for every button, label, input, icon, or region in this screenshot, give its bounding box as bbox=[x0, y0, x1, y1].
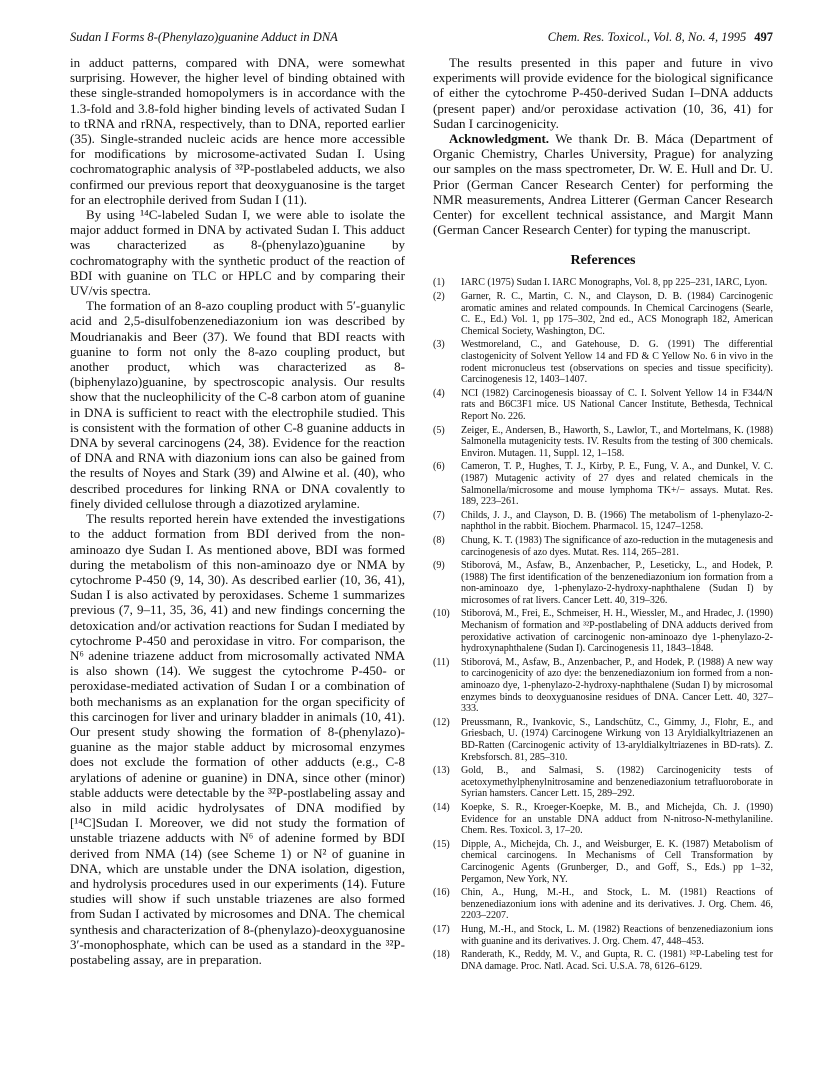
reference-number: (13) bbox=[433, 765, 450, 777]
reference-number: (3) bbox=[433, 339, 445, 351]
running-head bbox=[70, 30, 773, 46]
reference-text: Chin, A., Hung, M.-H., and Stock, L. M. (1981) Reactions of benzenediazonium ions with adenine and its derivatives. J. Org. Chem. 46, 2203–2207. bbox=[461, 887, 773, 922]
reference-text: Cameron, T. P., Hughes, T. J., Kirby, P. E., Fung, V. A., and Dunkel, V. C. (1987) Mutagenic activity of 27 dyes and related chemicals in the Salmonella/microsome and mouse lymphoma TK+/− assays. Mutat. Res. 189, 223–261. bbox=[461, 461, 773, 508]
body-paragraph: The results reported herein have extended the investigations to the adduct formation from BDI derived from the non-aminoazo dye Sudan I. As mentioned above, BDI was formed during the metabolism of this non-aminoazo dye or NMA by cytochrome P-450 (9, 14, 30). As described earlier (10, 36, 41), Sudan I is also activated by peroxidases. Scheme 1 summarizes previous (7, 9–11, 35, 36, 41) and new findings concerning the detoxication and/or activation reactions for Sudan I mediated by cytochrome P-450 and peroxidase in vitro. For comparison, the N⁶ adenine triazene adduct from microsomally activated NMA is also shown (14). We suggest the cytochrome P-450- or peroxidase-mediated activation of Sudan I or a combination of both mechanisms as an explanation for the organ specificity of this carcinogen for liver and urinary bladder in animals (10, 41). Our present study showing the formation of 8-(phenylazo)-guanine as the major stable adduct by microsomal enzymes does not exclude the formation of other adducts (e.g., C-8 arylations of adenine or guanine) in DNA, since other (minor) stable adducts were detectable by the ³²P-postlabeling assay and also in mild acidic hydrolysates of DNA modified by [¹⁴C]Sudan I. Moreover, we did not study the formation of unstable triazene adducts with N⁶ of adenine formed by BDI derived from NMA (14) (see Scheme 1) or N² of guanine in DNA, which are unstable under the DNA isolation, digestion, and hydrolysis procedures used in our experiments (14). Future studies will show if such unstable triazenes are also formed from Sudan I activated by microsomes and DNA. The chemical synthesis and characterization of 8-(phenylazo)-deoxyguanosine 3′-monophosphate, which can be used as a standard in the ³²P-postabeling assay, are in preparation. bbox=[70, 511, 405, 967]
reference-item bbox=[433, 949, 773, 972]
reference-number: (7) bbox=[433, 509, 445, 521]
reference-item bbox=[433, 802, 773, 837]
acknowledgment-heading: Acknowledgment. bbox=[449, 131, 550, 147]
reference-number: (2) bbox=[433, 291, 445, 303]
reference-number: (12) bbox=[433, 716, 450, 728]
reference-item bbox=[433, 277, 773, 289]
reference-text: Childs, J. J., and Clayson, D. B. (1966) The metabolism of 1-phenylazo-2-naphthol in the rabbit. Biochem. Pharmacol. 15, 1247–1258. bbox=[461, 509, 773, 533]
reference-number: (4) bbox=[433, 387, 445, 399]
reference-list bbox=[433, 277, 773, 972]
reference-number: (9) bbox=[433, 560, 445, 572]
reference-item bbox=[433, 839, 773, 885]
reference-text: Chung, K. T. (1983) The significance of azo-reduction in the mutagenesis and carcinogenesis of azo dyes. Mutat. Res. 114, 265–281. bbox=[461, 534, 773, 558]
reference-text: Preussmann, R., Ivankovic, S., Landschütz, C., Gimmy, J., Flohr, E., and Griesbach, U. (1974) Carcinogene Wirkung von 13 Aryldialkyltriazenen an BD-Ratten (Carcinogenic activity of 13-aryldialkyltriazenes in BD-rats). Z. Krebsforsch. 81, 285–310. bbox=[461, 716, 773, 763]
reference-item bbox=[433, 765, 773, 800]
reference-text: IARC (1975) Sudan I. IARC Monographs, Vol. 8, pp 225–231, IARC, Lyon. bbox=[461, 277, 768, 289]
reference-text: Hung, M.-H., and Stock, L. M. (1982) Reactions of benzenediazonium ions with guanine and its derivatives. J. Org. Chem. 47, 448–453. bbox=[461, 923, 773, 947]
reference-number: (11) bbox=[433, 656, 450, 668]
reference-number: (14) bbox=[433, 801, 450, 813]
reference-number: (1) bbox=[433, 277, 445, 289]
reference-item bbox=[433, 924, 773, 947]
reference-text: Stiborová, M., Asfaw, B., Anzenbacher, P., and Hodek, P. (1988) A new way to carcinogenicity of azo dye: the benzenediazonium ion formed from a non-aminoazo dye, 1-phenylazo-2-hydroxy-naphthalene (Sudan I) by microsomal enzymes binds to deoxyguanosine residues of DNA. Cancer Lett. 40, 327–333. bbox=[461, 656, 773, 715]
page-number: 497 bbox=[754, 30, 773, 44]
reference-text: Garner, R. C., Martin, C. N., and Clayson, D. B. (1984) Carcinogenic aromatic amines and related compounds. In Chemical Carcinogens (Searle, C. E., Ed.) Vol. 1, pp 175–302, 2nd ed., ACS Monograph 182, American Chemical Society, Washington, DC. bbox=[461, 291, 773, 337]
reference-text: Gold, B., and Salmasi, S. (1982) Carcinogenicity tests of acetoxymethylphenylnitrosamine and benzenediazonium tetrafluoroborate in Syrian hamsters. Cancer Lett. 15, 289–292. bbox=[461, 765, 773, 800]
reference-text: Randerath, K., Reddy, M. V., and Gupta, R. C. (1981) ³²P-Labeling test for DNA damage. Proc. Natl. Acad. Sci. U.S.A. 78, 6126–6129. bbox=[461, 949, 773, 972]
reference-number: (10) bbox=[433, 608, 450, 620]
reference-number: (8) bbox=[433, 534, 445, 546]
left-column bbox=[70, 55, 405, 967]
reference-item bbox=[433, 887, 773, 922]
reference-item bbox=[433, 535, 773, 558]
reference-number: (6) bbox=[433, 461, 445, 473]
reference-item bbox=[433, 425, 773, 460]
reference-number: (18) bbox=[433, 949, 450, 961]
right-column bbox=[433, 55, 773, 974]
reference-item bbox=[433, 560, 773, 606]
reference-item bbox=[433, 388, 773, 423]
journal-volume: Chem. Res. Toxicol., Vol. 8, No. 4, 1995 bbox=[547, 30, 747, 44]
journal-citation bbox=[548, 30, 773, 45]
reference-item bbox=[433, 510, 773, 533]
reference-item bbox=[433, 608, 773, 654]
body-paragraph: in adduct patterns, compared with DNA, were somewhat surprising. However, the higher level of binding obtained with these single-stranded homopolymers is in accordance with the 1.3-fold and 3.8-fold higher binding levels of activated Sudan I to tRNA and rRNA, respectively, than to DNA, reported earlier (35). Single-stranded nucleic acids are hence more accessible for modifications by microsome-activated Sudan I. Using cochromatographic analysis of ³²P-postlabeled adducts, we also confirmed our previous report that deoxyguanosine is the target for an electrophile derived from Sudan I (11). bbox=[70, 55, 405, 207]
reference-item bbox=[433, 657, 773, 715]
reference-text: Stiborová, M., Frei, E., Schmeiser, H. H., Wiessler, M., and Hradec, J. (1990) Mechanism of formation and ³²P-postlabeling of DNA adducts derived from peroxidative activation of carcinogenic non-aminoazo dye 1-phenylazo-2-hydroxynaphthalene (Sudan I). Carcinogenesis 11, 1843–1848. bbox=[461, 608, 773, 655]
reference-item bbox=[433, 291, 773, 337]
reference-text: Westmoreland, C., and Gatehouse, D. G. (1991) The differential clastogenicity of Solvent Yellow 14 and FD & C Yellow No. 6 in vivo in the rodent micronucleus test (observations on species and tissue specificity). Carcinogenesis 12, 1403–1407. bbox=[461, 339, 773, 386]
reference-item bbox=[433, 717, 773, 763]
references-heading: References bbox=[570, 253, 636, 269]
reference-number: (17) bbox=[433, 923, 450, 935]
reference-item bbox=[433, 461, 773, 507]
reference-item bbox=[433, 339, 773, 385]
running-title: Sudan I Forms 8-(Phenylazo)guanine Adduct in DNA bbox=[70, 30, 338, 44]
acknowledgment-paragraph bbox=[433, 131, 773, 237]
reference-text: Dipple, A., Michejda, Ch. J., and Weisburger, E. K. (1987) Metabolism of chemical carcinogens. In Mechanisms of Cell Transformation by Carcinogenic Agents (Grunberger, D., and Goff, S., Eds.) pp 1–32, Pergamon, New York, NY. bbox=[461, 838, 773, 885]
reference-text: Stiborová, M., Asfaw, B., Anzenbacher, P., Leseticky, L., and Hodek, P. (1988) The first identification of the benzenediazonium ion formation from a non-aminoazo dye, 1-phenylazo-2-hydroxy-naphthalene (Sudan I) by microsomes of rat livers. Cancer Lett. 40, 319–326. bbox=[461, 560, 773, 606]
body-paragraph: By using ¹⁴C-labeled Sudan I, we were able to isolate the major adduct formed in DNA by activated Sudan I. This adduct was characterized as 8-(phenylazo)guanine by cochromatography with the synthetic product of the reaction of BDI with guanine on TLC or HPLC and by comparing their UV/vis spectra. bbox=[70, 207, 405, 299]
reference-number: (16) bbox=[433, 887, 450, 899]
reference-number: (5) bbox=[433, 424, 445, 436]
reference-text: NCI (1982) Carcinogenesis bioassay of C. I. Solvent Yellow 14 in F344/N rats and B6C3F1 mice. US National Cancer Institute, Bethesda, Technical Report No. 226. bbox=[461, 387, 773, 422]
conclusion-paragraph: The results presented in this paper and future in vivo experiments will provide evidence for the biological significance of either the cytochrome P-450-derived Sudan I–DNA adducts (present paper) and/or peroxidase activation (10, 36, 41) for Sudan I carcinogenicity. bbox=[433, 55, 773, 131]
reference-text: Koepke, S. R., Kroeger-Koepke, M. B., and Michejda, Ch. J. (1990) Evidence for an unstable DNA adduct from N-nitroso-N-methylaniline. Chem. Res. Toxicol. 3, 17–20. bbox=[461, 801, 773, 837]
reference-number: (15) bbox=[433, 838, 450, 850]
body-paragraph: The formation of an 8-azo coupling product with 5′-guanylic acid and 2,5-disulfobenzenediazonium ion was described by Moudrianakis and Beer (37). We found that BDI reacts with guanine to form not only the 8-azo coupling product, but another product, which was characterized as 8-(biphenylazo)guanine, by spectroscopic analysis. Our results show that the nucleophilicity of the C-8 carbon atom of guanine in DNA is sufficient to react with the electrophile studied. This is consistent with the formation of other C-8 guanine adducts in DNA by several carcinogens (24, 38). Evidence for the reaction of DNA and RNA with diazonium ions can also be gained from the results of Noyes and Stark (39) and Alwine et al. (40), who described procedures for linking RNA or DNA covalently to finely divided cellulose through a diazotized arylamine. bbox=[70, 298, 405, 511]
reference-text: Zeiger, E., Andersen, B., Haworth, S., Lawlor, T., and Mortelmans, K. (1988) Salmonella mutagenicity tests. IV. Results from the testing of 300 chemicals. Environ. Mutagen. 11, Suppl. 12, 1–158. bbox=[461, 424, 773, 459]
acknowledgment-text: We thank Dr. B. Máca (Department of Organic Chemistry, Charles University, Prague) for analyzing our samples on the mass spectrometer, Dr. W. E. Hull and Dr. U. Prior (German Cancer Research Center) for performing the NMR measurements, Andrea Litterer (German Cancer Research Center) for excellent technical assistance, and Margit Mann (German Cancer Research Center) for typing the manuscript. bbox=[433, 131, 774, 238]
